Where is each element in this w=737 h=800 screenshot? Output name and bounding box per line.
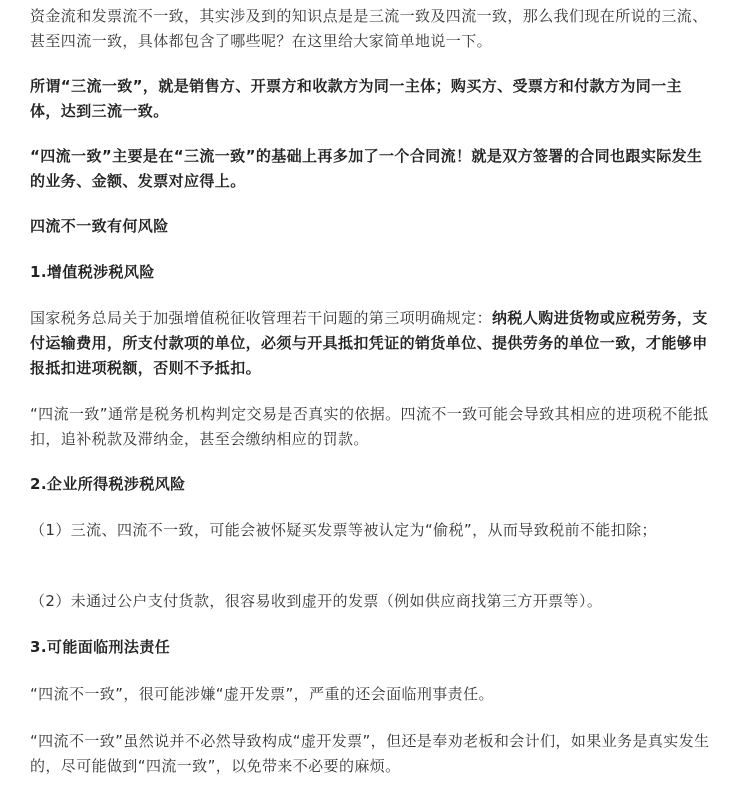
regulation-paragraph (30, 306, 710, 381)
intro-paragraph: 资金流和发票流不一致，其实涉及到的知识点是是三流一致及四流一致，那么我们现在所说的三流、甚至四流一致，具体都包含了哪些呢？在这里给大家简单地说一下。 (30, 7, 708, 50)
four-flows-basis-paragraph: “四流一致”通常是税务机构判定交易是否真实的依据。四流不一致可能会导致其相应的进项税不能抵扣，追补税款及滞纳金，甚至会缴纳相应的罚款。 (30, 405, 709, 448)
closing-advice-paragraph: “四流不一致”虽然说并不必然导致构成“虚开发票”，但还是奉劝老板和会计们，如果业务是真实发生的，尽可能做到“四流一致”，以免带来不必要的麻烦。 (30, 732, 710, 775)
three-flows-definition: 所谓“三流一致”，就是销售方、开票方和收款方为同一主体；购买方、受票方和付款方为同一主体，达到三流一致。 (30, 77, 682, 120)
regulation-intro-text: 国家税务总局关于加强增值税征收管理若干问题的第三项明确规定： (30, 309, 493, 327)
four-flows-definition: “四流一致”主要是在“三流一致”的基础上再多加了一个合同流！就是双方签署的合同也跟实际发生的业务、金额、发票对应得上。 (30, 147, 703, 190)
criminal-liability-paragraph: “四流不一致”，很可能涉嫌“虚开发票”，严重的还会面临刑事责任。 (30, 685, 494, 703)
income-tax-point-1: （1）三流、四流不一致，可能会被怀疑买发票等被认定为“偷税”，从而导致税前不能扣除； (30, 521, 657, 539)
income-tax-risk-heading: 2.企业所得税涉税风险 (30, 475, 186, 493)
income-tax-point-2: （2）未通过公户支付货款，很容易收到虚开的发票（例如供应商找第三方开票等）。 (30, 592, 603, 610)
vat-risk-heading: 1.增值税涉税风险 (30, 263, 155, 281)
criminal-liability-heading: 3.可能面临刑法责任 (30, 638, 171, 656)
regulation-bold-text: 纳税人购进货物或应税劳务，支付运输费用，所支付款项的单位，必须与开具抵扣凭证的销货单位、提供劳务的单位一致，才能够申报抵扣进项税额，否则不予抵扣。 (30, 309, 708, 377)
risk-heading: 四流不一致有何风险 (30, 217, 169, 235)
